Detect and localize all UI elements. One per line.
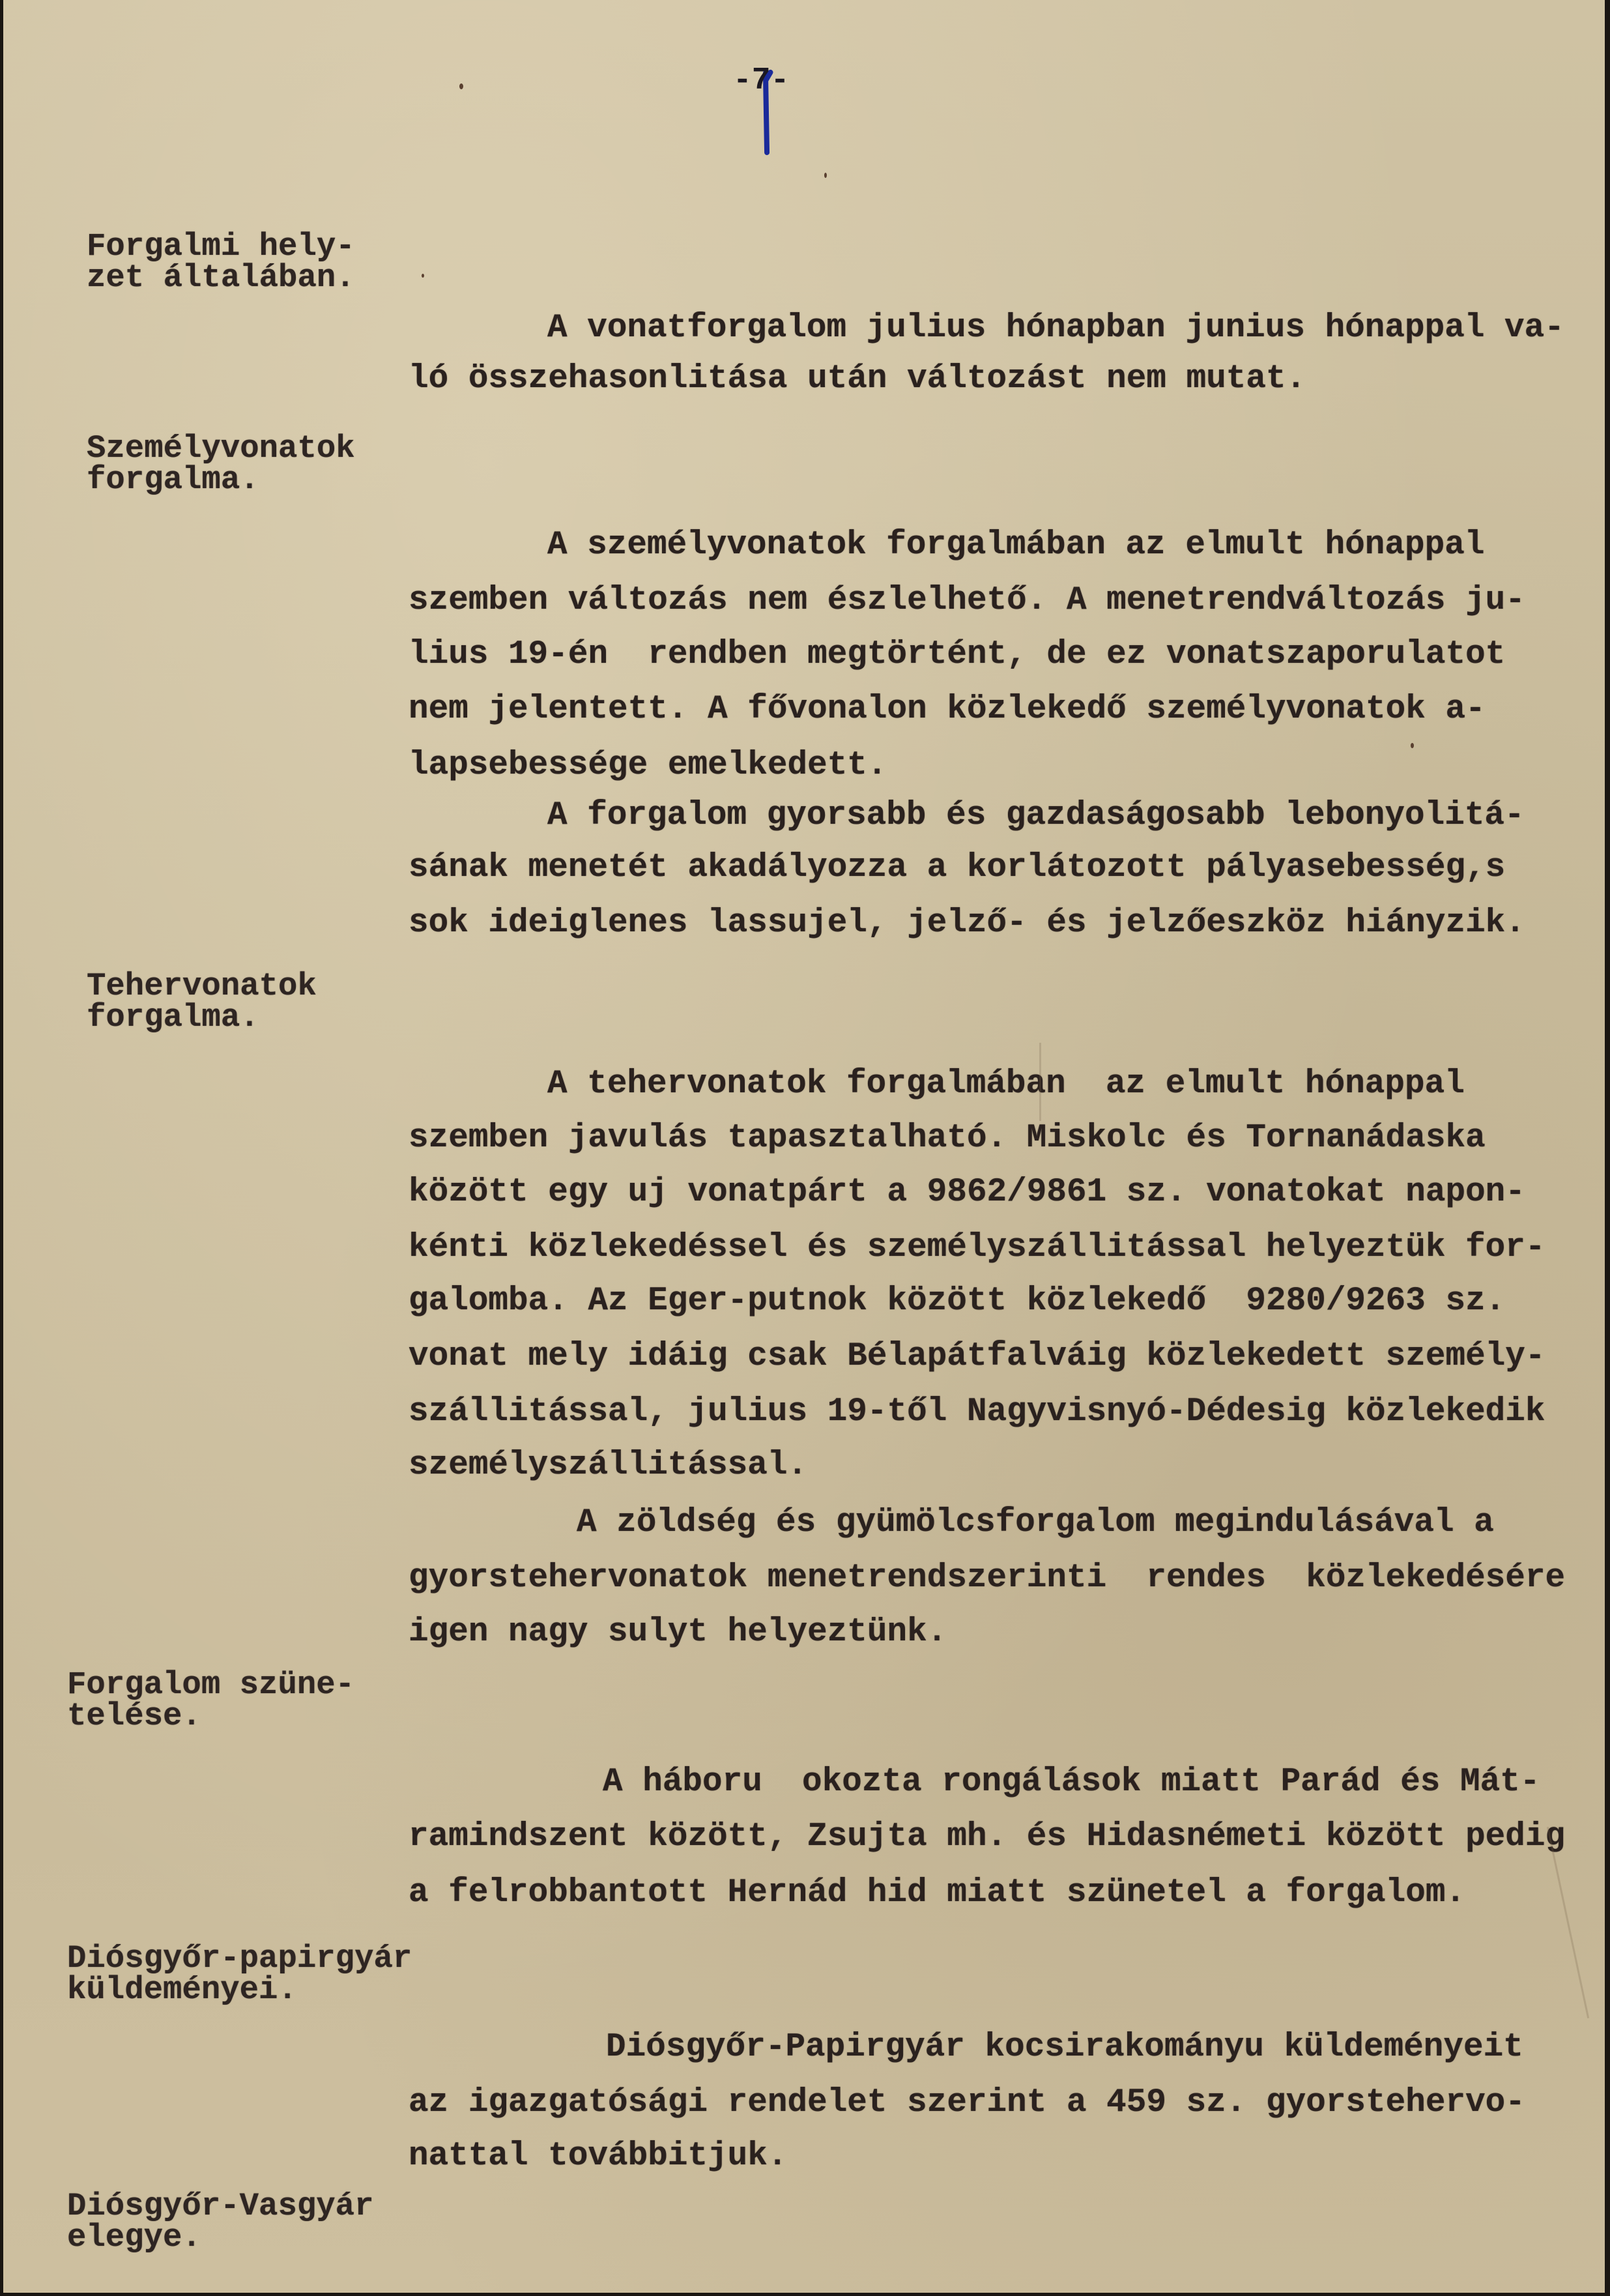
margin-heading-line: Személyvonatok [87, 430, 355, 467]
paper-crease [1039, 1043, 1041, 1121]
paper-speck [824, 173, 827, 178]
body-line: galomba. Az Eger-putnok között közlekedő 9280/9263 sz. [409, 1283, 1506, 1320]
body-line: Diósgyőr-Papirgyár kocsirakományu küldeményeit [606, 2029, 1523, 2066]
margin-heading-line: Diósgyőr-papirgyár [67, 1940, 412, 1977]
body-line: sok ideiglenes lassujel, jelző- és jelzőeszköz hiányzik. [409, 905, 1525, 942]
margin-heading-line: elegye. [67, 2219, 201, 2256]
margin-heading-line: Tehervonatok [87, 968, 317, 1004]
body-line: az igazgatósági rendelet szerint a 459 sz. gyorstehervo- [409, 2084, 1525, 2121]
body-line: A tehervonatok forgalmában az elmult hónappal [547, 1066, 1465, 1103]
body-line: igen nagy sulyt helyeztünk. [409, 1614, 947, 1651]
margin-heading-line: Forgalom szüne- [67, 1666, 355, 1703]
body-line: kénti közlekedéssel és személyszállitással helyeztük for- [409, 1229, 1545, 1266]
body-line: A vonatforgalom julius hónapban junius hónappal va- [547, 310, 1564, 347]
paper-speck [1411, 743, 1414, 748]
paper-crease [1547, 1827, 1589, 2018]
body-line: a felrobbantott Hernád hid miatt szünetel a forgalom. [409, 1874, 1466, 1911]
margin-heading-line: küldeményei. [67, 1971, 297, 2008]
margin-heading-line: zet általában. [87, 259, 355, 296]
body-line: személyszállitással. [409, 1447, 808, 1484]
margin-heading-line: Forgalmi hely- [87, 228, 355, 265]
body-line: szemben javulás tapasztalható. Miskolc és Tornanádaska [409, 1120, 1486, 1157]
document-page [3, 0, 1605, 2293]
margin-heading-line: Diósgyőr-Vasgyár [67, 2188, 374, 2224]
body-line: nem jelentett. A fővonalon közlekedő személyvonatok a- [409, 691, 1486, 728]
body-line: között egy uj vonatpárt a 9862/9861 sz. vonatokat napon- [409, 1174, 1525, 1211]
body-line: szállitással, julius 19-től Nagyvisnyó-Dédesig közlekedik [409, 1393, 1545, 1431]
paper-speck [459, 83, 463, 89]
page-number: -7- [733, 63, 790, 98]
body-line: ramindszent között, Zsujta mh. és Hidasnémeti között pedig [409, 1818, 1566, 1855]
margin-heading-line: telése. [67, 1698, 201, 1734]
body-line: nattal továbbitjuk. [409, 2138, 788, 2175]
body-line: A forgalom gyorsabb és gazdaságosabb lebonyolitá- [547, 797, 1525, 834]
body-line: sának menetét akadályozza a korlátozott pályasebesség,s [409, 849, 1506, 886]
body-line: lius 19-én rendben megtörtént, de ez vonatszaporulatot [409, 636, 1506, 673]
margin-heading-line: forgalma. [87, 461, 259, 498]
margin-heading-line: forgalma. [87, 999, 259, 1036]
body-line: lapsebessége emelkedett. [409, 747, 887, 784]
paper-speck [422, 274, 424, 278]
body-line: A személyvonatok forgalmában az elmult hónappal [547, 527, 1485, 564]
body-line: A háboru okozta rongálások miatt Parád és Mát- [603, 1764, 1540, 1801]
body-line: szemben változás nem észlelhető. A menetrendváltozás ju- [409, 582, 1525, 619]
body-line: A zöldség és gyümölcsforgalom megindulásával a [577, 1504, 1494, 1541]
body-line: vonat mely idáig csak Bélapátfalváig közlekedett személy- [409, 1338, 1545, 1375]
body-line: ló összehasonlitása után változást nem mutat. [409, 360, 1306, 398]
body-line: gyorstehervonatok menetrendszerinti rendes közlekedésére [409, 1560, 1566, 1597]
